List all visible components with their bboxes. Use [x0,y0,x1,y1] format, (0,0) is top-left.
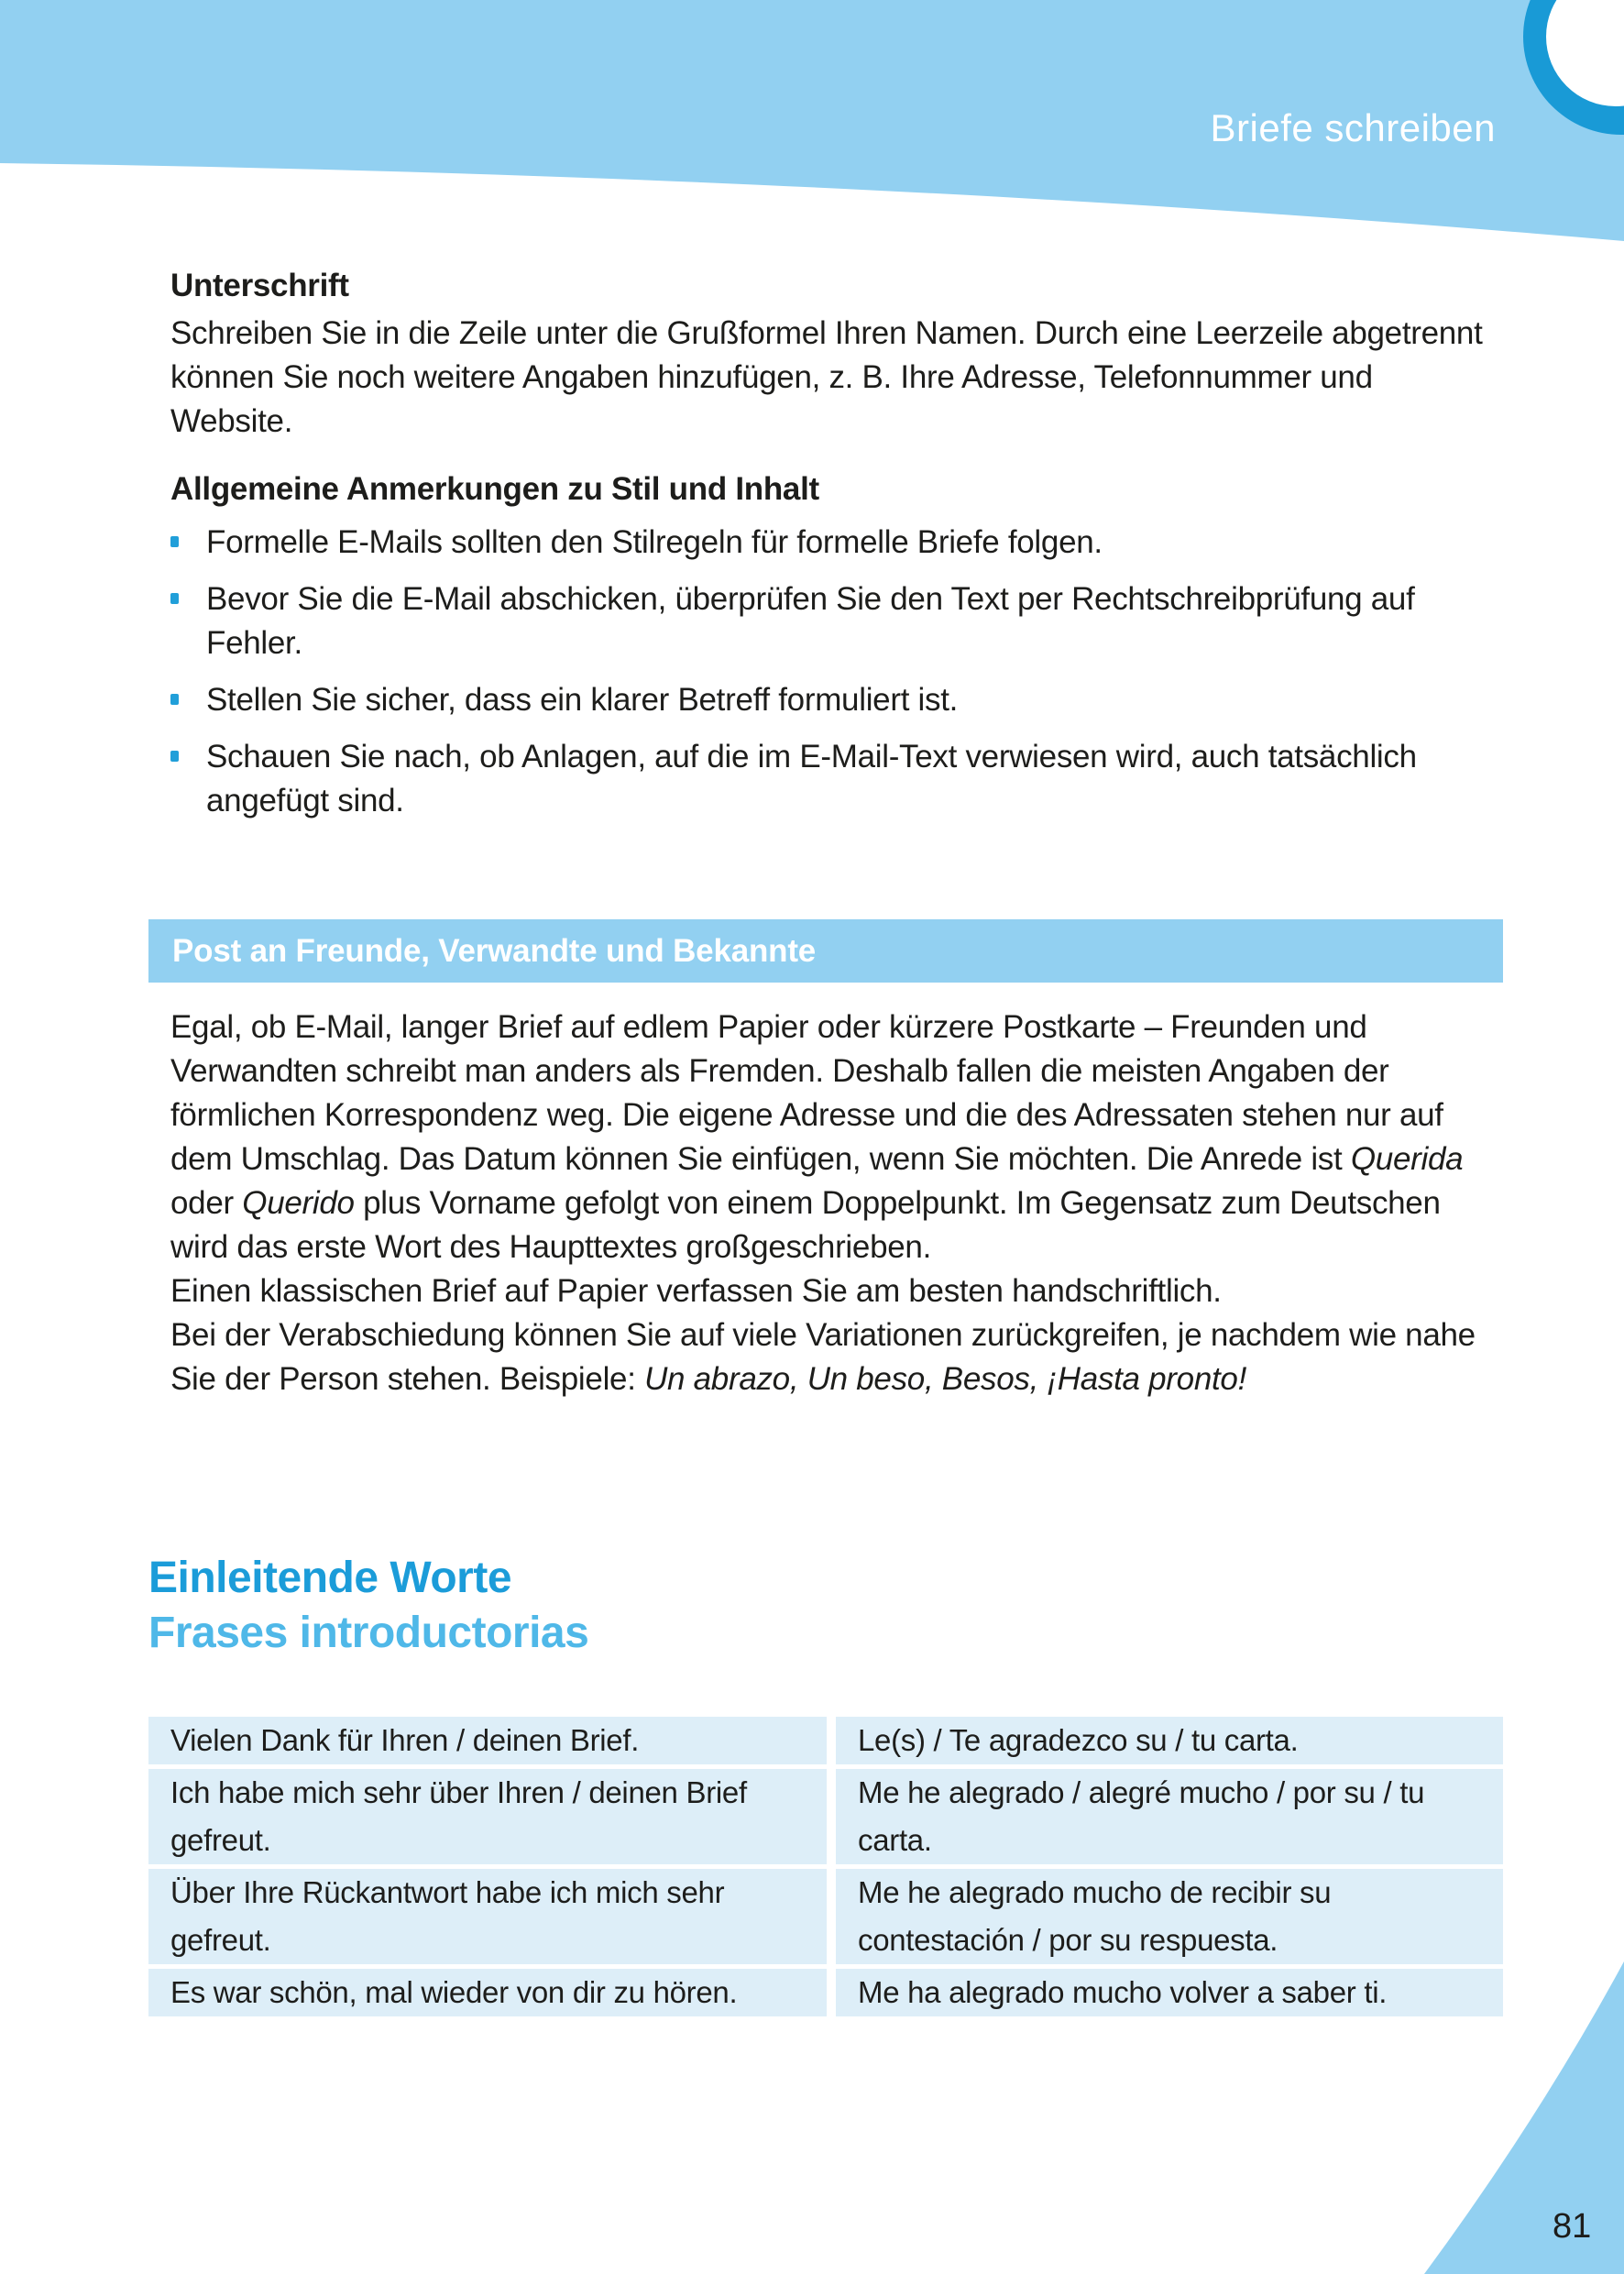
post-paragraph-3: Bei der Verabschiedung können Sie auf viele Variationen zurückgreifen, je nachdem wie nahe Sie der Person stehen. Beispiele: Un abrazo, Un beso, Besos, ¡Hasta pronto! [170,1317,1476,1397]
unterschrift-heading: Unterschrift [170,268,349,303]
table-cell-de [148,1717,827,1764]
cell-text: Über Ihre Rückantwort habe ich mich sehr gefreut. [170,1875,725,1957]
phrase-section-heading [148,1551,588,1661]
list-item [170,678,1490,722]
page-number: 81 [1553,2207,1592,2246]
cell-text: Vielen Dank für Ihren / deinen Brief. [170,1723,640,1757]
footer-wedge [0,1943,1624,2274]
chapter-title: Briefe schreiben [1210,106,1496,149]
cell-text: Me he alegrado / alegré mucho / por su / tu carta. [858,1775,1425,1857]
cell-text: Me ha alegrado mucho volver a saber ti. [858,1975,1388,2009]
anmerkungen-bullet-list [170,521,1490,836]
bullet-text: Schauen Sie nach, ob Anlagen, auf die im E-Mail-Text verwiesen wird, auch tatsächlich angefügt sind. [206,739,1417,818]
cell-text: Me he alegrado mucho de recibir su contestación / por su respuesta. [858,1875,1332,1957]
post-paragraph-2: Einen klassischen Brief auf Papier verfassen Sie am besten handschriftlich. [170,1273,1222,1309]
phrase-heading-german: Einleitende Worte [148,1554,512,1602]
bullet-icon [170,694,179,705]
bullet-text: Formelle E-Mails sollten den Stilregeln für formelle Briefe folgen. [206,524,1103,560]
list-item [170,577,1490,665]
bullet-text: Bevor Sie die E-Mail abschicken, überprüfen Sie den Text per Rechtschreibprüfung auf Fehler. [206,581,1415,661]
bullet-icon [170,751,179,762]
unterschrift-paragraph: Schreiben Sie in die Zeile unter die Grußformel Ihren Namen. Durch eine Leerzeile abgetrennt können Sie noch weitere Angaben hinzufügen, z. B. Ihre Adresse, Telefonnummer und Website. [170,315,1483,439]
bullet-icon [170,536,179,547]
list-item [170,521,1490,565]
anmerkungen-heading: Allgemeine Anmerkungen zu Stil und Inhalt [170,471,819,507]
table-cell-es [836,1769,1503,1864]
cell-text: Ich habe mich sehr über Ihren / deinen Brief gefreut. [170,1775,747,1857]
phrase-heading-spanish: Frases introductorias [148,1609,589,1657]
post-paragraph-1: Egal, ob E-Mail, langer Brief auf edlem Papier oder kürzere Postkarte – Freunden und Verwandten schreibt man anders als Fremden. Deshalb fallen die meisten Angaben der förmlichen Korrespondenz weg. Die eigene Adresse und die des Adressaten stehen nur auf dem Umschlag. Das Datum können Sie einfügen, wenn Sie möchten. Die Anrede ist Querida oder Querido plus Vorname gefolgt von einem Doppelpunkt. Im Gegensatz zum Deutschen wird das erste Wort des Haupttextes großgeschrieben. [170,1009,1464,1265]
cell-text: Le(s) / Te agradezco su / tu carta. [858,1723,1299,1757]
bullet-icon [170,593,179,604]
post-paragraphs [170,1005,1490,1401]
bullet-text: Stellen Sie sicher, dass ein klarer Betreff formuliert ist. [206,682,959,718]
cell-text: Es war schön, mal wieder von dir zu hören. [170,1975,738,2009]
list-item [170,735,1490,823]
section-banner: Post an Freunde, Verwandte und Bekannte [148,919,1503,983]
table-cell-es [836,1717,1503,1764]
table-cell-de [148,1769,827,1864]
